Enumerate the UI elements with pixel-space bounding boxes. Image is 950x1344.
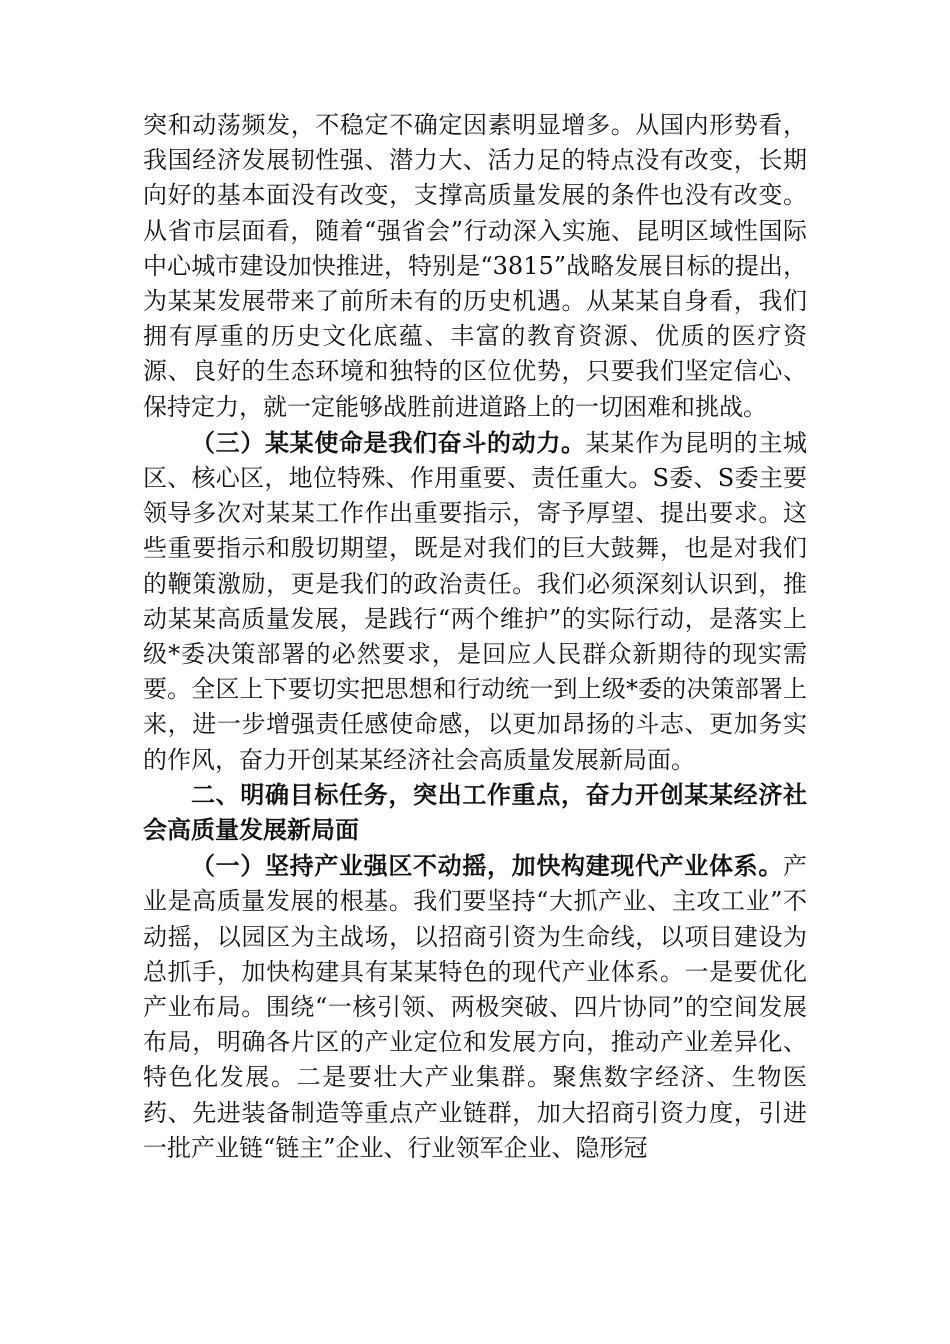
paragraph-2-subheading: （三）某某使命是我们奋斗的动力。: [191, 427, 586, 457]
document-page: [143, 108, 807, 1166]
paragraph-3-subheading: （一）坚持产业强区不动摇，加快构建现代产业体系。: [191, 851, 783, 881]
paragraph-3: [143, 848, 807, 1166]
paragraph-2: [143, 425, 807, 778]
paragraph-3-body: 产业是高质量发展的根基。我们要坚持“大抓产业、主攻工业”不动摇，以园区为主战场，以招商引资为生命线，以项目建设为总抓手，加快构建具有某某特色的现代产业体系。一是要优化产业布局。围绕“一核引领、两极突破、四片协同”的空间发展布局，明确各片区的产业定位和发展方向，推动产业差异化、特色化发展。二是要壮大产业集群。聚焦数字经济、生物医药、先进装备制造等重点产业链群，加大招商引资力度，引进一批产业链“链主”企业、行业领军企业、隐形冠: [143, 852, 807, 1162]
paragraph-1: 突和动荡频发，不稳定不确定因素明显增多。从国内形势看，我国经济发展韧性强、潜力大、活力足的特点没有改变，长期向好的基本面没有改变，支撑高质量发展的条件也没有改变。从省市层面看，随着“强省会”行动深入实施、昆明区域性国际中心城市建设加快推进，特别是“3815”战略发展目标的提出，为某某发展带来了前所未有的历史机遇。从某某自身看，我们拥有厚重的历史文化底蕴、丰富的教育资源、优质的医疗资源、良好的生态环境和独特的区位优势，只要我们坚定信心、保持定力，就一定能够战胜前进道路上的一切困难和挑战。: [143, 111, 807, 421]
section-heading-2: 二、明确目标任务，突出工作重点，奋力开创某某经济社会高质量发展新局面: [143, 780, 807, 845]
paragraph-2-body: 某某作为昆明的主城区、核心区，地位特殊、作用重要、责任重大。S委、S委主要领导多次对某某工作作出重要指示，寄予厚望、提出要求。这些重要指示和殷切期望，既是对我们的巨大鼓舞，也是对我们的鞭策激励，更是我们的政治责任。我们必须深刻认识到，推动某某高质量发展，是践行“两个维护”的实际行动，是落实上级*委决策部署的必然要求，是回应人民群众新期待的现实需要。全区上下要切实把思想和行动统一到上级*委的决策部署上来，进一步增强责任感使命感，以更加昂扬的斗志、更加务实的作风，奋力开创某某经济社会高质量发展新局面。: [143, 428, 808, 774]
